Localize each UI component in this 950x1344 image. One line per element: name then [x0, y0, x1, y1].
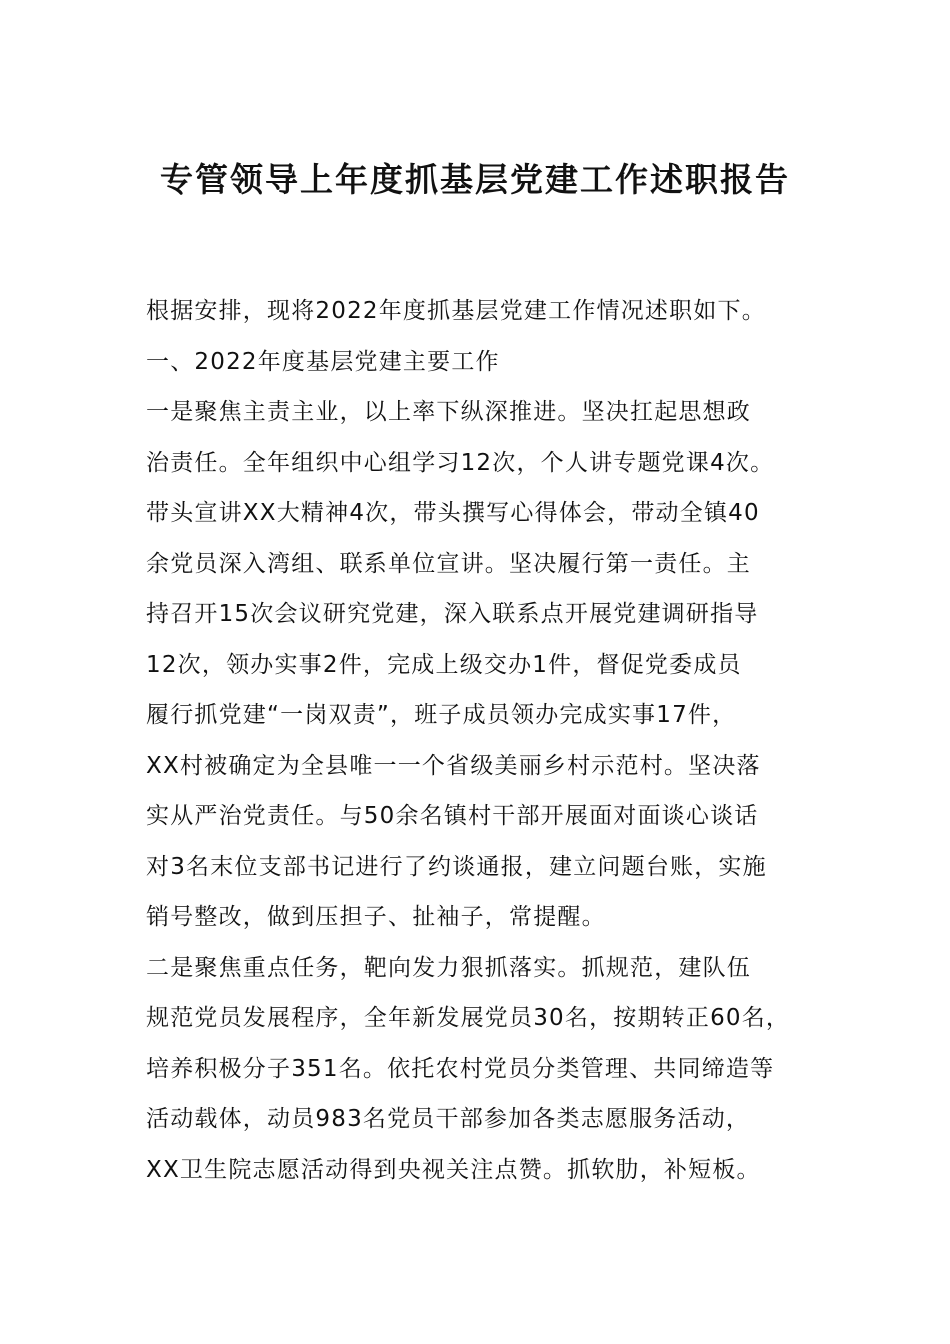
- text-line: 12次，领办实事2件，完成上级交办1件，督促党委成员: [146, 651, 742, 678]
- text-line: 实从严治党责任。与50余名镇村干部开展面对面谈心谈话: [146, 803, 759, 829]
- text-line: 对3名末位支部书记进行了约谈通报，建立问题台账，实施: [146, 853, 767, 880]
- text-line: 规范党员发展程序，全年新发展党员30名，按期转正60名，: [146, 1005, 791, 1031]
- text-line: 根据安排，现将2022年度抓基层党建工作情况述职如下。: [146, 298, 766, 324]
- text-line: 培养积极分子351名。依托农村党员分类管理、共同缔造等: [146, 1055, 775, 1082]
- text-line: XX村被确定为全县唯一一个省级美丽乡村示范村。坚决落: [146, 752, 761, 779]
- document-title: 专管领导上年度抓基层党建工作述职报告: [160, 160, 790, 199]
- text-line: 余党员深入湾组、联系单位宣讲。坚决履行第一责任。主: [146, 550, 751, 577]
- text-line: 活动载体，动员983名党员干部参加各类志愿服务活动，: [146, 1106, 751, 1132]
- document-body: [146, 286, 826, 1195]
- text-line: 一、2022年度基层党建主要工作: [146, 348, 500, 375]
- text-line: 履行抓党建“一岗双责”，班子成员领办完成实事17件，: [146, 702, 737, 728]
- text-line: 治责任。全年组织中心组学习12次，个人讲专题党课4次。: [146, 449, 775, 476]
- text-line: XX卫生院志愿活动得到央视关注点赞。抓软肋，补短板。: [146, 1156, 761, 1183]
- text-line: 带头宣讲XX大精神4次，带头撰写心得体会，带动全镇40: [146, 500, 760, 526]
- text-line: 持召开15次会议研究党建，深入联系点开展党建调研指导: [146, 601, 759, 627]
- text-line: 二是聚焦重点任务，靶向发力狠抓落实。抓规范，建队伍: [146, 954, 751, 981]
- text-line: 一是聚焦主责主业，以上率下纵深推进。坚决扛起思想政: [146, 399, 751, 425]
- text-line: 销号整改，做到压担子、扯袖子，常提醒。: [146, 904, 606, 930]
